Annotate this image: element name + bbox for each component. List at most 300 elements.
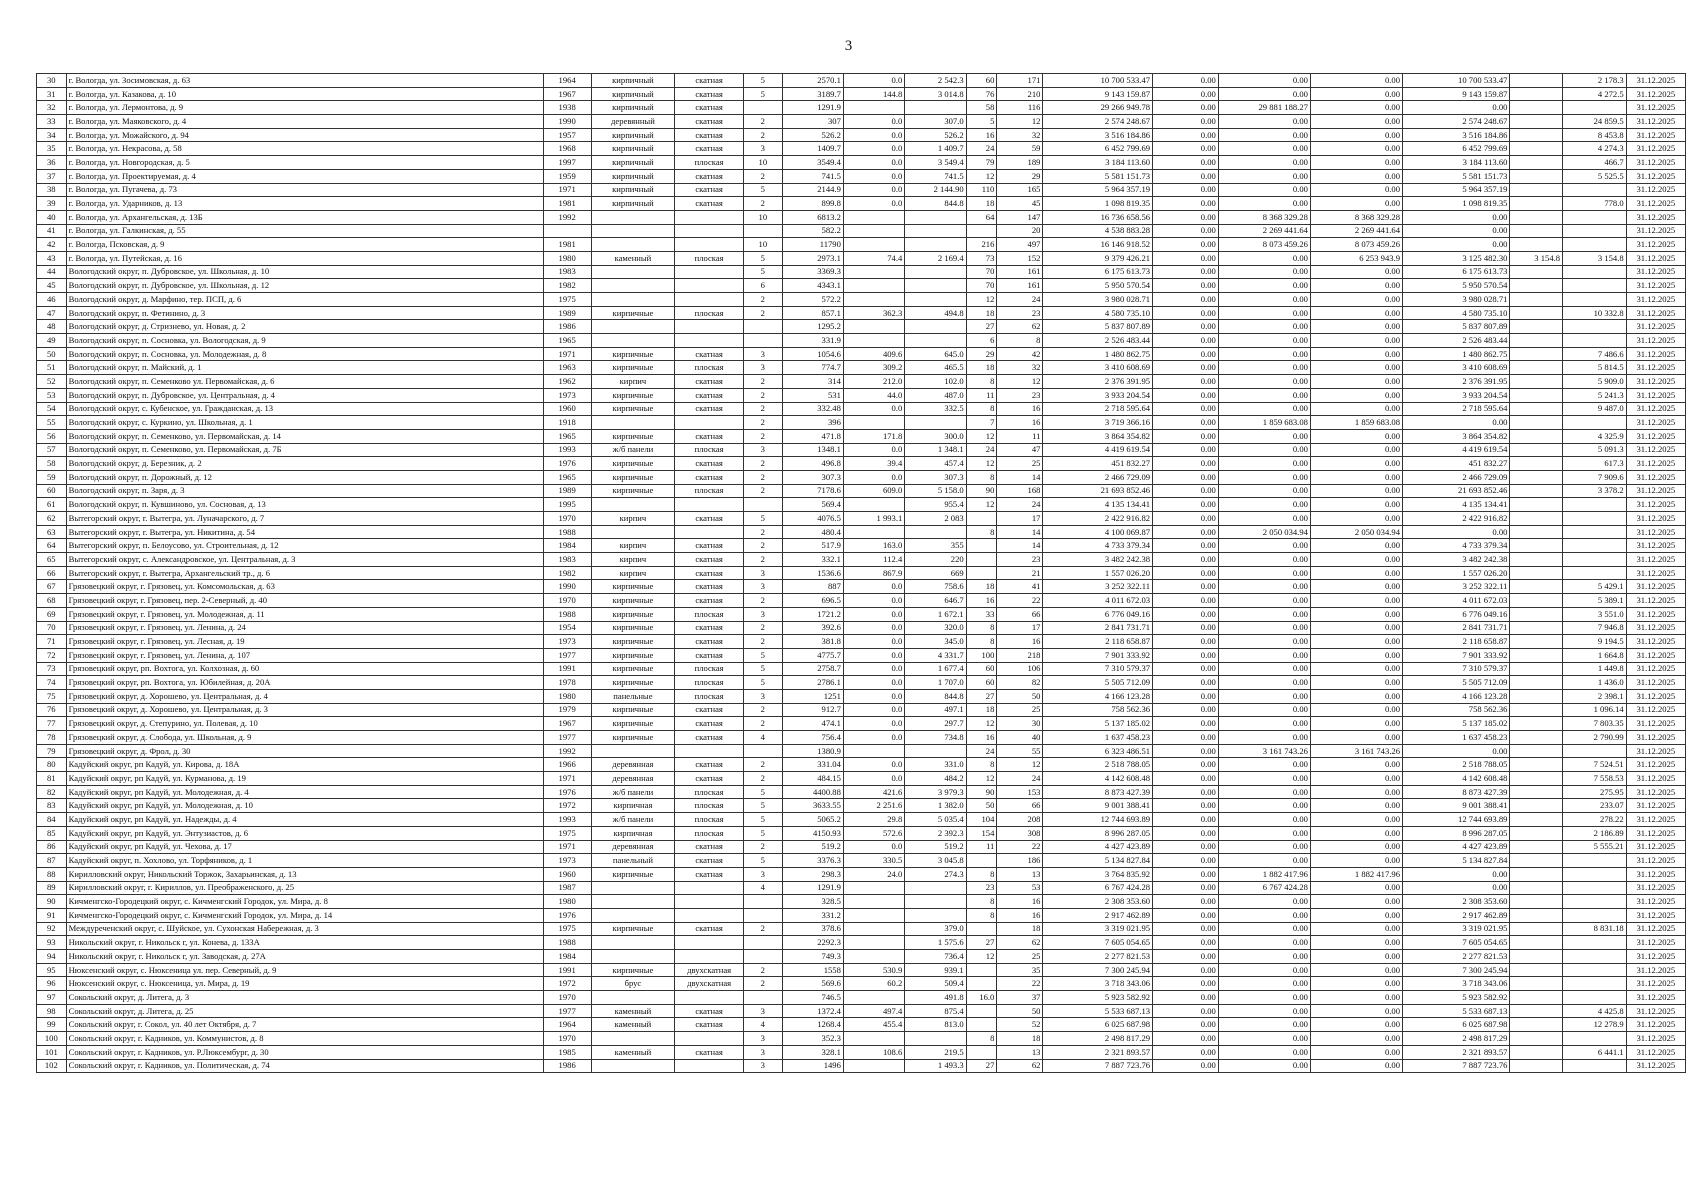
address-cell: Междуреченский округ, с. Шуйское, ул. Сухонская Набережная, д. 3 — [66, 922, 543, 936]
local-budget-cell: 0.00 — [1310, 156, 1402, 170]
residential-area-cell: 734.8 — [905, 731, 966, 745]
fund-cost-cell: 0.00 — [1153, 607, 1219, 621]
total-area-cell: 857.1 — [782, 306, 843, 320]
total-cost-cell: 3 184 113.60 — [1043, 156, 1153, 170]
fund-cost-cell: 0.00 — [1153, 210, 1219, 224]
year-built-cell: 1970 — [543, 991, 591, 1005]
fund-cost-cell: 0.00 — [1153, 991, 1219, 1005]
regional-budget-cell: 0.00 — [1218, 689, 1310, 703]
floors-cell: 5 — [744, 251, 782, 265]
fund-cost-cell: 0.00 — [1153, 826, 1219, 840]
wall-material-cell: кирпич — [591, 512, 674, 526]
roof-type-cell: двухскатная — [675, 963, 744, 977]
residential-area-cell — [905, 224, 966, 238]
row-number-cell: 79 — [37, 744, 67, 758]
unit-cost-b-cell: 1 096.14 — [1563, 703, 1627, 717]
total-cost-cell: 451 832.27 — [1043, 457, 1153, 471]
regional-budget-cell: 3 161 743.26 — [1218, 744, 1310, 758]
row-number-cell: 33 — [37, 115, 67, 129]
row-number-cell: 62 — [37, 512, 67, 526]
residential-area-cell: 1 348.1 — [905, 443, 966, 457]
owners-funds-cell: 5 533 687.13 — [1403, 1004, 1510, 1018]
floors-cell: 2 — [744, 717, 782, 731]
total-area-cell: 480.4 — [782, 525, 843, 539]
year-built-cell: 1976 — [543, 908, 591, 922]
local-budget-cell: 0.00 — [1310, 635, 1402, 649]
table-row — [37, 101, 1686, 115]
apartments-cell: 8 — [966, 867, 997, 881]
wall-material-cell: каменный — [591, 1018, 674, 1032]
table-row — [37, 320, 1686, 334]
regional-budget-cell: 29 881 188.27 — [1218, 101, 1310, 115]
regional-budget-cell: 0.00 — [1218, 895, 1310, 909]
local-budget-cell: 0.00 — [1310, 607, 1402, 621]
local-budget-cell: 0.00 — [1310, 717, 1402, 731]
nonresidential-area-cell — [843, 320, 904, 334]
row-number-cell: 67 — [37, 580, 67, 594]
total-cost-cell: 2 422 916.82 — [1043, 512, 1153, 526]
unit-cost-b-cell: 5 241.3 — [1563, 388, 1627, 402]
fund-cost-cell: 0.00 — [1153, 635, 1219, 649]
wall-material-cell: деревянная — [591, 772, 674, 786]
apartments-cell: 8 — [966, 1032, 997, 1046]
address-cell: Вологодский округ, д. Стризнево, ул. Новая, д. 2 — [66, 320, 543, 334]
apartments-cell: 27 — [966, 936, 997, 950]
regional-budget-cell: 0.00 — [1218, 594, 1310, 608]
fund-cost-cell: 0.00 — [1153, 443, 1219, 457]
residents-cell: 37 — [997, 991, 1043, 1005]
floors-cell: 2 — [744, 306, 782, 320]
nonresidential-area-cell: 44.0 — [843, 388, 904, 402]
total-cost-cell: 2 498 817.29 — [1043, 1032, 1153, 1046]
apartments-cell: 58 — [966, 101, 997, 115]
total-cost-cell: 758 562.36 — [1043, 703, 1153, 717]
unit-cost-b-cell: 5 525.5 — [1563, 169, 1627, 183]
regional-budget-cell: 0.00 — [1218, 553, 1310, 567]
residential-area-cell: 457.4 — [905, 457, 966, 471]
apartments-cell: 12 — [966, 429, 997, 443]
unit-cost-b-cell — [1563, 210, 1627, 224]
wall-material-cell: кирпичные — [591, 648, 674, 662]
owners-funds-cell: 2 321 893.57 — [1403, 1045, 1510, 1059]
address-cell: Вологодский округ, п. Дубровское, ул. Центральная, д. 4 — [66, 388, 543, 402]
total-cost-cell: 6 175 613.73 — [1043, 265, 1153, 279]
total-area-cell: 4400.88 — [782, 785, 843, 799]
unit-cost-b-cell — [1563, 265, 1627, 279]
deadline-cell: 31.12.2025 — [1626, 169, 1685, 183]
nonresidential-area-cell: 0.0 — [843, 169, 904, 183]
total-cost-cell: 4 100 069.87 — [1043, 525, 1153, 539]
unit-cost-a-cell — [1510, 279, 1563, 293]
residential-area-cell: 1 575.6 — [905, 936, 966, 950]
floors-cell: 5 — [744, 662, 782, 676]
residents-cell: 66 — [997, 799, 1043, 813]
wall-material-cell — [591, 498, 674, 512]
residential-area-cell: 494.8 — [905, 306, 966, 320]
unit-cost-a-cell — [1510, 785, 1563, 799]
table-row — [37, 785, 1686, 799]
residential-area-cell: 1 677.4 — [905, 662, 966, 676]
deadline-cell: 31.12.2025 — [1626, 621, 1685, 635]
apartments-cell: 12 — [966, 498, 997, 512]
address-cell: Кирилловский округ, Никольский Торжок, Захарьинская, д. 13 — [66, 867, 543, 881]
roof-type-cell — [675, 224, 744, 238]
table-body — [37, 74, 1686, 1073]
year-built-cell: 1977 — [543, 1004, 591, 1018]
fund-cost-cell: 0.00 — [1153, 621, 1219, 635]
unit-cost-a-cell — [1510, 334, 1563, 348]
nonresidential-area-cell: 163.0 — [843, 539, 904, 553]
owners-funds-cell: 0.00 — [1403, 867, 1510, 881]
regional-budget-cell: 0.00 — [1218, 703, 1310, 717]
local-budget-cell: 0.00 — [1310, 731, 1402, 745]
year-built-cell: 1988 — [543, 936, 591, 950]
residential-area-cell: 736.4 — [905, 950, 966, 964]
deadline-cell: 31.12.2025 — [1626, 881, 1685, 895]
local-budget-cell: 0.00 — [1310, 347, 1402, 361]
floors-cell: 3 — [744, 1032, 782, 1046]
floors-cell: 2 — [744, 772, 782, 786]
nonresidential-area-cell — [843, 991, 904, 1005]
total-area-cell: 569.4 — [782, 498, 843, 512]
address-cell: г. Вологда, ул. Новгородская, д. 5 — [66, 156, 543, 170]
wall-material-cell: кирпичный — [591, 169, 674, 183]
apartments-cell: 11 — [966, 840, 997, 854]
residents-cell: 13 — [997, 1045, 1043, 1059]
residents-cell: 22 — [997, 840, 1043, 854]
deadline-cell: 31.12.2025 — [1626, 457, 1685, 471]
owners-funds-cell: 5 923 582.92 — [1403, 991, 1510, 1005]
regional-budget-cell: 0.00 — [1218, 977, 1310, 991]
wall-material-cell — [591, 991, 674, 1005]
residents-cell: 208 — [997, 813, 1043, 827]
regional-budget-cell: 0.00 — [1218, 443, 1310, 457]
unit-cost-a-cell — [1510, 950, 1563, 964]
roof-type-cell: скатная — [675, 854, 744, 868]
row-number-cell: 93 — [37, 936, 67, 950]
residents-cell: 17 — [997, 512, 1043, 526]
regional-budget-cell: 0.00 — [1218, 799, 1310, 813]
floors-cell: 2 — [744, 635, 782, 649]
apartments-cell: 12 — [966, 293, 997, 307]
unit-cost-b-cell: 24 859.5 — [1563, 115, 1627, 129]
year-built-cell: 1981 — [543, 197, 591, 211]
total-area-cell: 328.5 — [782, 895, 843, 909]
unit-cost-a-cell — [1510, 703, 1563, 717]
owners-funds-cell: 3 252 322.11 — [1403, 580, 1510, 594]
address-cell: Вологодский округ, п. Дубровское, ул. Школьная, д. 12 — [66, 279, 543, 293]
year-built-cell: 1971 — [543, 772, 591, 786]
deadline-cell: 31.12.2025 — [1626, 1018, 1685, 1032]
fund-cost-cell: 0.00 — [1153, 744, 1219, 758]
nonresidential-area-cell — [843, 293, 904, 307]
deadline-cell: 31.12.2025 — [1626, 470, 1685, 484]
roof-type-cell: плоская — [675, 785, 744, 799]
wall-material-cell: кирпичные — [591, 402, 674, 416]
residents-cell: 18 — [997, 1032, 1043, 1046]
local-budget-cell: 0.00 — [1310, 169, 1402, 183]
fund-cost-cell: 0.00 — [1153, 717, 1219, 731]
floors-cell: 5 — [744, 648, 782, 662]
residents-cell: 59 — [997, 142, 1043, 156]
total-cost-cell: 2 376 391.95 — [1043, 375, 1153, 389]
roof-type-cell — [675, 1032, 744, 1046]
unit-cost-a-cell — [1510, 607, 1563, 621]
unit-cost-b-cell — [1563, 744, 1627, 758]
total-cost-cell: 6 025 687.98 — [1043, 1018, 1153, 1032]
regional-budget-cell: 2 269 441.64 — [1218, 224, 1310, 238]
row-number-cell: 80 — [37, 758, 67, 772]
floors-cell: 2 — [744, 375, 782, 389]
apartments-cell — [966, 977, 997, 991]
nonresidential-area-cell: 0.0 — [843, 156, 904, 170]
residents-cell: 25 — [997, 457, 1043, 471]
table-row — [37, 1045, 1686, 1059]
row-number-cell: 86 — [37, 840, 67, 854]
fund-cost-cell: 0.00 — [1153, 142, 1219, 156]
residents-cell: 171 — [997, 74, 1043, 88]
regional-budget-cell: 0.00 — [1218, 279, 1310, 293]
address-cell: Кадуйский округ, рп Кадуй, ул. Молодежная, д. 4 — [66, 785, 543, 799]
owners-funds-cell: 7 300 245.94 — [1403, 963, 1510, 977]
floors-cell: 2 — [744, 388, 782, 402]
floors-cell: 3 — [744, 566, 782, 580]
total-cost-cell: 3 764 835.92 — [1043, 867, 1153, 881]
address-cell: г. Вологда, ул. Проектируемая, д. 4 — [66, 169, 543, 183]
table-row — [37, 881, 1686, 895]
residential-area-cell: 465.5 — [905, 361, 966, 375]
row-number-cell: 100 — [37, 1032, 67, 1046]
address-cell: Грязовецкий округ, д. Слобода, ул. Школьная, д. 9 — [66, 731, 543, 745]
floors-cell: 2 — [744, 977, 782, 991]
apartments-cell: 27 — [966, 689, 997, 703]
address-cell: Вологодский округ, п. Майский, д. 1 — [66, 361, 543, 375]
residents-cell: 16 — [997, 895, 1043, 909]
local-budget-cell: 0.00 — [1310, 936, 1402, 950]
residents-cell: 47 — [997, 443, 1043, 457]
total-area-cell: 352.3 — [782, 1032, 843, 1046]
wall-material-cell: кирпичные — [591, 607, 674, 621]
unit-cost-b-cell: 4 272.5 — [1563, 87, 1627, 101]
row-number-cell: 55 — [37, 416, 67, 430]
table-row — [37, 936, 1686, 950]
table-row — [37, 867, 1686, 881]
roof-type-cell: скатная — [675, 87, 744, 101]
address-cell: г. Вологда, ул. Путейская, д. 16 — [66, 251, 543, 265]
roof-type-cell: плоская — [675, 799, 744, 813]
table-row — [37, 1018, 1686, 1032]
unit-cost-a-cell — [1510, 977, 1563, 991]
apartments-cell — [966, 539, 997, 553]
nonresidential-area-cell — [843, 210, 904, 224]
address-cell: Вологодский округ, п. Сосновка, ул. Молодежная, д. 8 — [66, 347, 543, 361]
wall-material-cell — [591, 279, 674, 293]
deadline-cell: 31.12.2025 — [1626, 429, 1685, 443]
wall-material-cell: кирпичные — [591, 594, 674, 608]
wall-material-cell: кирпичные — [591, 306, 674, 320]
total-cost-cell: 3 864 354.82 — [1043, 429, 1153, 443]
unit-cost-a-cell — [1510, 731, 1563, 745]
total-area-cell: 1291.9 — [782, 101, 843, 115]
unit-cost-b-cell: 9 487.0 — [1563, 402, 1627, 416]
apartments-cell: 76 — [966, 87, 997, 101]
owners-funds-cell: 4 142 608.48 — [1403, 772, 1510, 786]
total-cost-cell: 29 266 949.78 — [1043, 101, 1153, 115]
wall-material-cell: кирпичная — [591, 799, 674, 813]
residential-area-cell: 332.5 — [905, 402, 966, 416]
residents-cell: 16 — [997, 908, 1043, 922]
row-number-cell: 45 — [37, 279, 67, 293]
total-cost-cell: 12 744 693.89 — [1043, 813, 1153, 827]
nonresidential-area-cell: 0.0 — [843, 676, 904, 690]
total-area-cell: 1496 — [782, 1059, 843, 1073]
floors-cell: 5 — [744, 87, 782, 101]
fund-cost-cell: 0.00 — [1153, 115, 1219, 129]
residential-area-cell: 844.8 — [905, 689, 966, 703]
apartments-cell: 27 — [966, 1059, 997, 1073]
table-row — [37, 375, 1686, 389]
apartments-cell: 216 — [966, 238, 997, 252]
apartments-cell: 18 — [966, 703, 997, 717]
total-area-cell: 1251 — [782, 689, 843, 703]
unit-cost-b-cell: 4 425.8 — [1563, 1004, 1627, 1018]
deadline-cell: 31.12.2025 — [1626, 115, 1685, 129]
local-budget-cell: 0.00 — [1310, 429, 1402, 443]
row-number-cell: 66 — [37, 566, 67, 580]
unit-cost-b-cell: 778.0 — [1563, 197, 1627, 211]
year-built-cell: 1978 — [543, 676, 591, 690]
unit-cost-a-cell — [1510, 635, 1563, 649]
fund-cost-cell: 0.00 — [1153, 320, 1219, 334]
row-number-cell: 34 — [37, 128, 67, 142]
deadline-cell: 31.12.2025 — [1626, 963, 1685, 977]
owners-funds-cell: 4 733 379.34 — [1403, 539, 1510, 553]
unit-cost-b-cell — [1563, 334, 1627, 348]
total-area-cell: 756.4 — [782, 731, 843, 745]
residents-cell: 116 — [997, 101, 1043, 115]
floors-cell: 2 — [744, 963, 782, 977]
floors-cell: 3 — [744, 607, 782, 621]
regional-budget-cell: 8 368 329.28 — [1218, 210, 1310, 224]
local-budget-cell: 0.00 — [1310, 689, 1402, 703]
table-row — [37, 293, 1686, 307]
owners-funds-cell: 3 864 354.82 — [1403, 429, 1510, 443]
wall-material-cell: ж/б панели — [591, 813, 674, 827]
unit-cost-a-cell — [1510, 429, 1563, 443]
regional-budget-cell: 0.00 — [1218, 621, 1310, 635]
local-budget-cell: 0.00 — [1310, 279, 1402, 293]
total-cost-cell: 3 980 028.71 — [1043, 293, 1153, 307]
total-area-cell: 484.15 — [782, 772, 843, 786]
unit-cost-b-cell — [1563, 881, 1627, 895]
year-built-cell: 1973 — [543, 635, 591, 649]
address-cell: Вытегорский округ, с. Александровское, ул. Центральная, д. 3 — [66, 553, 543, 567]
nonresidential-area-cell: 0.0 — [843, 621, 904, 635]
residential-area-cell: 2 169.4 — [905, 251, 966, 265]
nonresidential-area-cell: 0.0 — [843, 607, 904, 621]
deadline-cell: 31.12.2025 — [1626, 224, 1685, 238]
wall-material-cell — [591, 908, 674, 922]
unit-cost-b-cell: 7 803.35 — [1563, 717, 1627, 731]
deadline-cell: 31.12.2025 — [1626, 731, 1685, 745]
roof-type-cell: скатная — [675, 621, 744, 635]
address-cell: Вологодский округ, п. Семенково, ул. Первомайская, д. 14 — [66, 429, 543, 443]
unit-cost-b-cell: 7 524.51 — [1563, 758, 1627, 772]
unit-cost-a-cell — [1510, 1018, 1563, 1032]
total-area-cell: 1721.2 — [782, 607, 843, 621]
residential-area-cell — [905, 265, 966, 279]
total-cost-cell: 4 419 619.54 — [1043, 443, 1153, 457]
local-budget-cell: 0.00 — [1310, 977, 1402, 991]
deadline-cell: 31.12.2025 — [1626, 101, 1685, 115]
local-budget-cell: 0.00 — [1310, 648, 1402, 662]
local-budget-cell: 0.00 — [1310, 265, 1402, 279]
address-cell: Вологодский округ, п. Семенково ул. Первомайская, д. 6 — [66, 375, 543, 389]
unit-cost-b-cell: 8 453.8 — [1563, 128, 1627, 142]
roof-type-cell — [675, 293, 744, 307]
floors-cell: 3 — [744, 867, 782, 881]
table-row — [37, 621, 1686, 635]
nonresidential-area-cell — [843, 1059, 904, 1073]
total-cost-cell: 3 719 366.16 — [1043, 416, 1153, 430]
deadline-cell: 31.12.2025 — [1626, 689, 1685, 703]
owners-funds-cell: 6 452 799.69 — [1403, 142, 1510, 156]
address-cell: Грязовецкий округ, рп. Вохтога, ул. Юбилейная, д. 20А — [66, 676, 543, 690]
floors-cell — [744, 101, 782, 115]
local-budget-cell: 0.00 — [1310, 115, 1402, 129]
table-row — [37, 484, 1686, 498]
row-number-cell: 75 — [37, 689, 67, 703]
deadline-cell: 31.12.2025 — [1626, 388, 1685, 402]
unit-cost-a-cell — [1510, 621, 1563, 635]
owners-funds-cell: 0.00 — [1403, 744, 1510, 758]
total-cost-cell: 4 733 379.34 — [1043, 539, 1153, 553]
row-number-cell: 31 — [37, 87, 67, 101]
total-area-cell: 2570.1 — [782, 74, 843, 88]
table-row — [37, 156, 1686, 170]
fund-cost-cell: 0.00 — [1153, 785, 1219, 799]
residents-cell: 8 — [997, 334, 1043, 348]
residents-cell: 52 — [997, 1018, 1043, 1032]
total-cost-cell: 4 538 883.28 — [1043, 224, 1153, 238]
row-number-cell: 61 — [37, 498, 67, 512]
regional-budget-cell: 0.00 — [1218, 484, 1310, 498]
roof-type-cell: скатная — [675, 429, 744, 443]
floors-cell: 5 — [744, 799, 782, 813]
table-row — [37, 498, 1686, 512]
unit-cost-b-cell — [1563, 854, 1627, 868]
total-area-cell: 912.7 — [782, 703, 843, 717]
total-area-cell: 1348.1 — [782, 443, 843, 457]
year-built-cell: 1982 — [543, 279, 591, 293]
total-area-cell: 328.1 — [782, 1045, 843, 1059]
regional-budget-cell: 0.00 — [1218, 74, 1310, 88]
deadline-cell: 31.12.2025 — [1626, 1004, 1685, 1018]
residents-cell: 32 — [997, 128, 1043, 142]
year-built-cell: 1977 — [543, 731, 591, 745]
address-cell: Сокольский округ, д. Литега, д. 3 — [66, 991, 543, 1005]
row-number-cell: 85 — [37, 826, 67, 840]
owners-funds-cell: 8 996 287.05 — [1403, 826, 1510, 840]
fund-cost-cell: 0.00 — [1153, 156, 1219, 170]
local-budget-cell: 0.00 — [1310, 566, 1402, 580]
year-built-cell — [543, 224, 591, 238]
roof-type-cell — [675, 416, 744, 430]
apartments-cell — [966, 854, 997, 868]
year-built-cell: 1980 — [543, 689, 591, 703]
total-cost-cell: 2 574 248.67 — [1043, 115, 1153, 129]
row-number-cell: 92 — [37, 922, 67, 936]
